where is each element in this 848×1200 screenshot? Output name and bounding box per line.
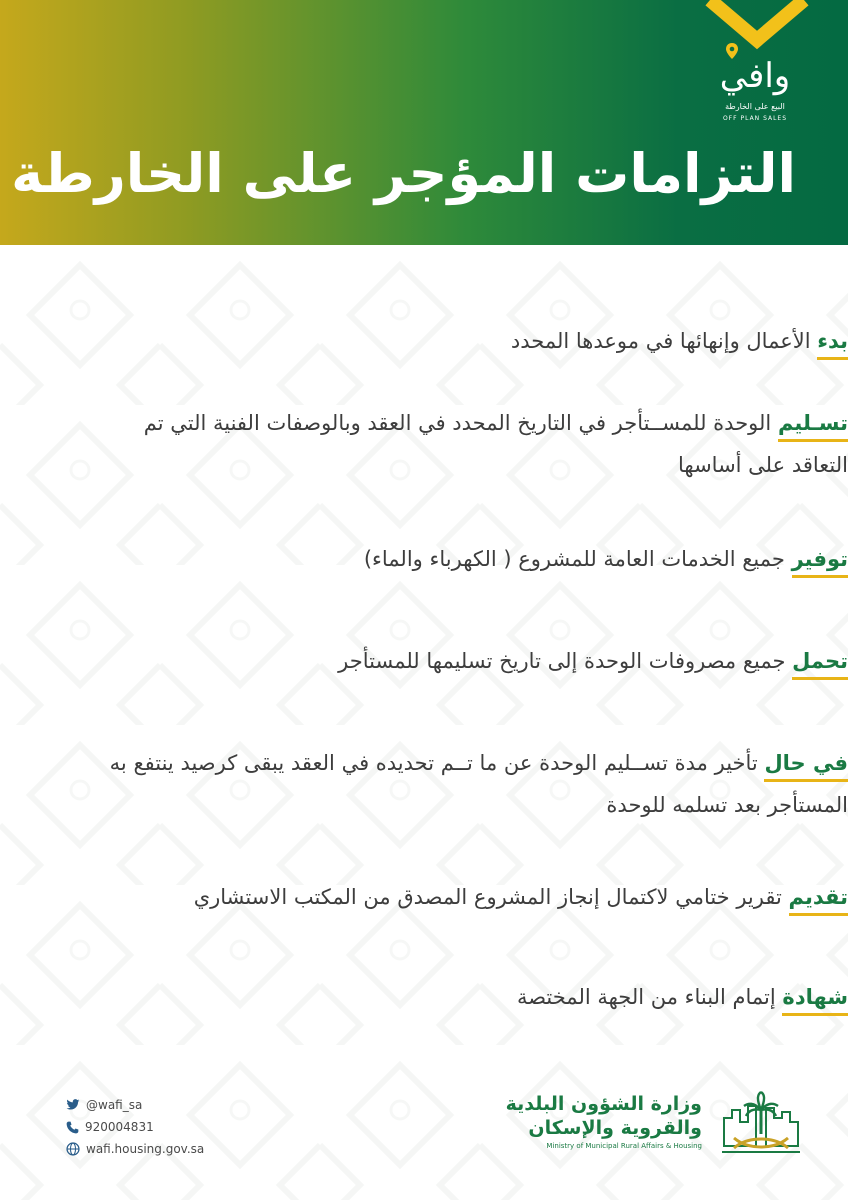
website-contact[interactable]: [66, 1138, 266, 1160]
ministry-name-english: Ministry of Municipal Rural Affairs & Housing: [546, 1142, 702, 1150]
item-text: تقرير ختامي لاكتمال إنجاز المشروع المصدق من المكتب الاستشاري: [193, 885, 789, 909]
item-keyword: بدء: [817, 329, 848, 360]
phone-contact[interactable]: [66, 1116, 266, 1138]
list-item: [108, 976, 848, 1018]
item-text: الوحدة للمســتأجر في التاريخ المحدد في العقد وبالوصفات الفنية التي تم التعاقد على أساسها: [143, 411, 848, 477]
list-item: [108, 876, 848, 918]
background-pattern: [0, 245, 848, 1200]
list-item: [108, 320, 848, 362]
ministry-emblem-icon: [718, 1088, 804, 1158]
item-keyword: تحمل: [792, 649, 848, 680]
list-item: [108, 402, 848, 486]
contact-block: [66, 1094, 266, 1160]
list-item: [108, 538, 848, 580]
globe-icon: [66, 1142, 80, 1156]
logo-subtitle: البيع على الخارطة: [725, 102, 785, 111]
item-keyword: توفير: [792, 547, 848, 578]
twitter-icon: [66, 1099, 80, 1111]
item-text: جميع مصروفات الوحدة إلى تاريخ تسليمها للمستأجر: [338, 649, 793, 673]
website-url: wafi.housing.gov.sa: [86, 1142, 205, 1156]
item-text: جميع الخدمات العامة للمشروع ( الكهرباء والماء): [363, 547, 792, 571]
ministry-name-line2: والقروية والإسكان: [528, 1117, 702, 1139]
phone-icon: [66, 1121, 79, 1134]
wafi-logo: [712, 42, 798, 130]
list-item: [108, 742, 848, 826]
list-item: [108, 640, 848, 682]
item-text: إتمام البناء من الجهة المختصة: [516, 985, 783, 1009]
page-title: التزامات المؤجر على الخارطة: [11, 142, 796, 205]
logo-english: OFF PLAN SALES: [722, 115, 788, 122]
phone-number: 920004831: [85, 1120, 154, 1134]
ministry-name-line1: وزارة الشؤون البلدية: [505, 1093, 702, 1115]
item-keyword: في حال: [764, 751, 848, 782]
item-keyword: شهادة: [782, 985, 848, 1016]
item-text: الأعمال وإنهائها في موعدها المحدد: [510, 329, 818, 353]
logo-word: وافي: [719, 56, 791, 96]
twitter-handle: @wafi_sa: [86, 1098, 143, 1112]
ministry-name: [482, 1092, 702, 1152]
item-keyword: تقديم: [789, 885, 848, 916]
item-keyword: تسـليم: [778, 411, 848, 442]
item-text: تأخير مدة تســليم الوحدة عن ما تــم تحديده في العقد يبقى كرصيد ينتفع به المستأجر بعد تسلمه للوحدة: [109, 751, 848, 817]
twitter-contact[interactable]: [66, 1094, 266, 1116]
header-banner: [0, 0, 848, 245]
